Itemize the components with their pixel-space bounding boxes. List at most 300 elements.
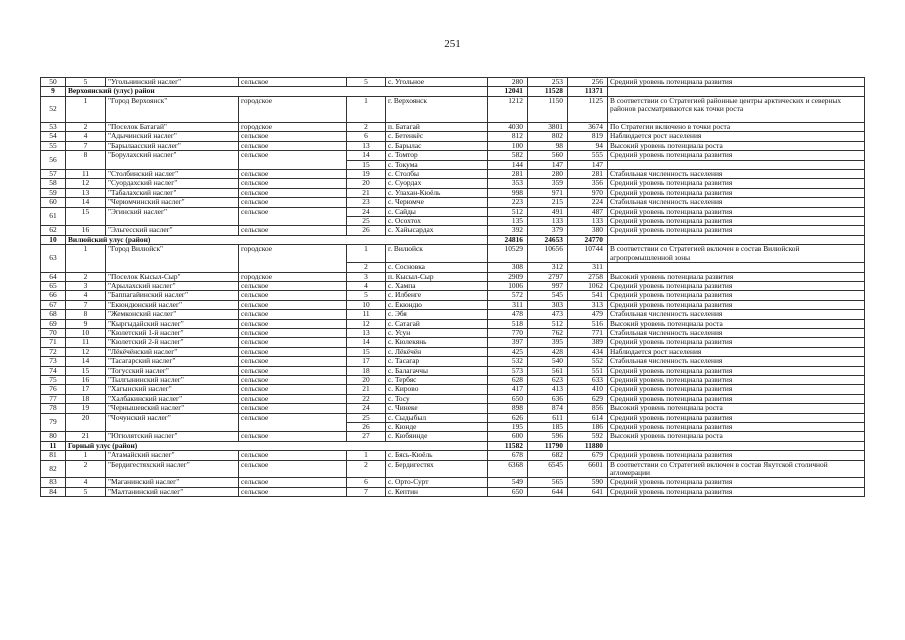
- municipality-name: "Бердигестяхский наслег": [106, 460, 239, 478]
- population-3: 629: [568, 394, 608, 403]
- municipality-name: "Адычинский наслег": [106, 132, 239, 141]
- municipality-name: "Кюлетский 2-й наслег": [106, 338, 239, 347]
- table-row: [41, 151, 865, 160]
- population-1: 392: [488, 226, 528, 235]
- population-1: 573: [488, 366, 528, 375]
- note-cell: Средний уровень потенциала развития: [608, 78, 865, 87]
- municipality-name: "Поселок Батагай": [106, 123, 239, 132]
- settlement-name: с. Тасагар: [386, 357, 488, 366]
- settlement-name: г. Вилюйск: [386, 245, 488, 263]
- settlement-code: 15: [347, 160, 386, 169]
- settlement-code: 26: [347, 423, 386, 432]
- population-3: 133: [568, 217, 608, 226]
- district-number: 9: [41, 87, 66, 96]
- settlement-code: 4: [347, 281, 386, 290]
- note-cell: Высокий уровень потенциала роста: [608, 432, 865, 441]
- local-index: 7: [66, 141, 106, 150]
- population-1: 582: [488, 151, 528, 160]
- local-index: 12: [66, 179, 106, 188]
- row-number: 76: [41, 385, 66, 394]
- municipality-name: "Город Верхоянск": [106, 96, 239, 122]
- note-cell: В соответствии со Стратегией включен в состав Якутской столичной агломерации: [608, 460, 865, 478]
- municipality-type: городское: [239, 272, 347, 281]
- population-1: 353: [488, 179, 528, 188]
- note-cell: Средний уровень потенциала развития: [608, 487, 865, 496]
- settlement-name: с. Бясь-Кюёль: [386, 451, 488, 460]
- population-3: 10744: [568, 245, 608, 263]
- municipality-name: "Угольнинский наслег": [106, 78, 239, 87]
- table-row: [41, 413, 865, 422]
- row-number: 83: [41, 478, 66, 487]
- population-3: 541: [568, 291, 608, 300]
- population-1: 898: [488, 404, 528, 413]
- settlement-name: с. Сайды: [386, 207, 488, 216]
- population-2: 565: [528, 478, 568, 487]
- settlement-code: 11: [347, 310, 386, 319]
- municipality-type: сельское: [239, 413, 347, 432]
- settlement-name: с. Кюбяинде: [386, 432, 488, 441]
- municipality-name: "Чернышевский наслег": [106, 404, 239, 413]
- note-cell: Средний уровень потенциала развития: [608, 188, 865, 197]
- population-3: 313: [568, 300, 608, 309]
- population-3: 487: [568, 207, 608, 216]
- note-cell: Средний уровень потенциала развития: [608, 385, 865, 394]
- population-1: 770: [488, 328, 528, 337]
- settlement-code: 1: [347, 451, 386, 460]
- note-cell: [608, 441, 865, 450]
- local-index: 8: [66, 310, 106, 319]
- settlement-name: с. Улахан-Кюёль: [386, 188, 488, 197]
- settlement-code: 25: [347, 413, 386, 422]
- table-row: [41, 375, 865, 384]
- settlement-name: с. Кирово: [386, 385, 488, 394]
- population-3: 281: [568, 170, 608, 179]
- settlement-code: 26: [347, 226, 386, 235]
- table-row: [41, 78, 865, 87]
- settlement-code: 6: [347, 478, 386, 487]
- table-row: [41, 338, 865, 347]
- population-2: 997: [528, 281, 568, 290]
- district-row: [41, 441, 865, 450]
- table-row: [41, 123, 865, 132]
- table-row: [41, 328, 865, 337]
- municipality-type: сельское: [239, 404, 347, 413]
- table-row: [41, 319, 865, 328]
- population-3: 11371: [568, 87, 608, 96]
- population-3: 94: [568, 141, 608, 150]
- table-row: [41, 188, 865, 197]
- population-3: 410: [568, 385, 608, 394]
- population-1: 280: [488, 78, 528, 87]
- municipality-type: сельское: [239, 141, 347, 150]
- municipality-type: сельское: [239, 151, 347, 170]
- population-2: 682: [528, 451, 568, 460]
- municipality-type: сельское: [239, 188, 347, 197]
- settlement-code: 22: [347, 394, 386, 403]
- local-index: 15: [66, 207, 106, 226]
- table-row: [41, 394, 865, 403]
- settlement-name: с. Хампа: [386, 281, 488, 290]
- population-3: 552: [568, 357, 608, 366]
- population-1: 397: [488, 338, 528, 347]
- population-3: 24770: [568, 235, 608, 244]
- local-index: 10: [66, 328, 106, 337]
- settlement-code: 14: [347, 151, 386, 160]
- population-3: 2758: [568, 272, 608, 281]
- municipality-name: "Маганинский наслег": [106, 478, 239, 487]
- population-1: 650: [488, 487, 528, 496]
- municipality-name: "Атамайский наслег": [106, 451, 239, 460]
- table-row: [41, 198, 865, 207]
- population-1: 425: [488, 347, 528, 356]
- population-1: 11582: [488, 441, 528, 450]
- population-2: 2797: [528, 272, 568, 281]
- table-row: [41, 132, 865, 141]
- population-1: 12041: [488, 87, 528, 96]
- table-row: [41, 170, 865, 179]
- settlement-name: с. Балагаччы: [386, 366, 488, 375]
- note-cell: Стабильная численность населения: [608, 310, 865, 319]
- settlement-name: с. Орто-Сурт: [386, 478, 488, 487]
- population-1: 100: [488, 141, 528, 150]
- population-3: 516: [568, 319, 608, 328]
- note-cell: Средний уровень потенциала развития: [608, 366, 865, 375]
- note-cell: Средний уровень потенциала развития: [608, 179, 865, 188]
- municipality-name: "Тылгынинский наслег": [106, 375, 239, 384]
- municipality-type: городское: [239, 96, 347, 122]
- population-3: 3674: [568, 123, 608, 132]
- local-index: 12: [66, 347, 106, 356]
- municipality-type: сельское: [239, 291, 347, 300]
- table-row: [41, 179, 865, 188]
- local-index: 21: [66, 432, 106, 441]
- local-index: 4: [66, 291, 106, 300]
- settlement-code: 7: [347, 487, 386, 496]
- row-number: 54: [41, 132, 66, 141]
- population-1: 6368: [488, 460, 528, 478]
- table-row: [41, 226, 865, 235]
- row-number: 57: [41, 170, 66, 179]
- municipality-name: "Кыргыдайский наслег": [106, 319, 239, 328]
- settlement-code: 21: [347, 385, 386, 394]
- settlement-code: 15: [347, 347, 386, 356]
- population-3: 311: [568, 263, 608, 272]
- population-1: 144: [488, 160, 528, 169]
- table-row: [41, 347, 865, 356]
- population-1: 812: [488, 132, 528, 141]
- table-row: [41, 366, 865, 375]
- settlements-table: [40, 77, 865, 497]
- local-index: 19: [66, 404, 106, 413]
- settlement-code: 19: [347, 170, 386, 179]
- population-3: 356: [568, 179, 608, 188]
- population-1: 223: [488, 198, 528, 207]
- population-2: 413: [528, 385, 568, 394]
- municipality-name: "Хагынский наслег": [106, 385, 239, 394]
- note-cell: Средний уровень потенциала развития: [608, 478, 865, 487]
- settlement-name: с. Угольное: [386, 78, 488, 87]
- local-index: 2: [66, 123, 106, 132]
- municipality-name: "Барылаасский наслег": [106, 141, 239, 150]
- population-3: 380: [568, 226, 608, 235]
- settlement-code: 5: [347, 78, 386, 87]
- note-cell: Средний уровень потенциала развития: [608, 217, 865, 226]
- local-index: 20: [66, 413, 106, 432]
- municipality-type: сельское: [239, 487, 347, 496]
- settlement-code: 25: [347, 217, 386, 226]
- municipality-type: сельское: [239, 451, 347, 460]
- row-number: 72: [41, 347, 66, 356]
- table-row: [41, 272, 865, 281]
- population-2: 3801: [528, 123, 568, 132]
- table-row: [41, 385, 865, 394]
- table-row: [41, 207, 865, 216]
- population-2: 561: [528, 366, 568, 375]
- settlement-code: 13: [347, 141, 386, 150]
- table-row: [41, 487, 865, 496]
- municipality-name: "Борулахский наслег": [106, 151, 239, 170]
- population-2: 98: [528, 141, 568, 150]
- population-1: 628: [488, 375, 528, 384]
- settlement-name: с. Тербяс: [386, 375, 488, 384]
- population-3: 679: [568, 451, 608, 460]
- municipality-type: сельское: [239, 394, 347, 403]
- population-3: 186: [568, 423, 608, 432]
- population-2: 623: [528, 375, 568, 384]
- row-number: 73: [41, 357, 66, 366]
- row-number: 70: [41, 328, 66, 337]
- population-2: 596: [528, 432, 568, 441]
- population-2: 24653: [528, 235, 568, 244]
- note-cell: Средний уровень потенциала развития: [608, 413, 865, 422]
- population-2: 971: [528, 188, 568, 197]
- row-number: 61: [41, 207, 66, 226]
- settlement-code: 2: [347, 460, 386, 478]
- local-index: 14: [66, 198, 106, 207]
- district-title: Горный улус (район): [66, 441, 488, 450]
- settlement-code: 1: [347, 245, 386, 263]
- note-cell: Средний уровень потенциала развития: [608, 226, 865, 235]
- settlement-code: 23: [347, 198, 386, 207]
- municipality-type: сельское: [239, 478, 347, 487]
- row-number: 53: [41, 123, 66, 132]
- table-row: [41, 281, 865, 290]
- note-cell: Средний уровень потенциала развития: [608, 451, 865, 460]
- table-row: [41, 478, 865, 487]
- municipality-name: "Арылахский наслег": [106, 281, 239, 290]
- row-number: 68: [41, 310, 66, 319]
- municipality-type: сельское: [239, 366, 347, 375]
- municipality-name: "Эльгесский наслег": [106, 226, 239, 235]
- note-cell: Стабильная численность населения: [608, 357, 865, 366]
- municipality-type: сельское: [239, 226, 347, 235]
- population-2: 11528: [528, 87, 568, 96]
- local-index: 8: [66, 151, 106, 170]
- population-1: 4030: [488, 123, 528, 132]
- population-1: 281: [488, 170, 528, 179]
- municipality-type: сельское: [239, 179, 347, 188]
- municipality-name: "Поселок Кысыл-Сыр": [106, 272, 239, 281]
- table-row: [41, 432, 865, 441]
- local-index: 16: [66, 375, 106, 384]
- row-number: 62: [41, 226, 66, 235]
- municipality-type: сельское: [239, 460, 347, 478]
- settlement-name: с. Токума: [386, 160, 488, 169]
- municipality-type: городское: [239, 123, 347, 132]
- note-cell: В соответствии со Стратегией включен в состав Вилюйской агропромышленной зоны: [608, 245, 865, 263]
- note-cell: В соответствии со Стратегией районные центры арктических и северных районов рассматриваются как точки роста: [608, 96, 865, 122]
- local-index: 16: [66, 226, 106, 235]
- row-number: 66: [41, 291, 66, 300]
- settlement-name: с. Усун: [386, 328, 488, 337]
- municipality-name: "Екюндюнский наслег": [106, 300, 239, 309]
- population-3: 633: [568, 375, 608, 384]
- row-number: 67: [41, 300, 66, 309]
- municipality-name: "Табалахский наслег": [106, 188, 239, 197]
- population-3: 224: [568, 198, 608, 207]
- local-index: 5: [66, 78, 106, 87]
- municipality-type: сельское: [239, 132, 347, 141]
- settlement-name: с. Хайысардах: [386, 226, 488, 235]
- population-1: 2909: [488, 272, 528, 281]
- settlement-code: 3: [347, 272, 386, 281]
- local-index: 1: [66, 245, 106, 272]
- settlement-name: г. Верхоянск: [386, 96, 488, 122]
- settlement-name: п. Кысыл-Сыр: [386, 272, 488, 281]
- settlement-code: 6: [347, 132, 386, 141]
- population-3: 819: [568, 132, 608, 141]
- population-2: 545: [528, 291, 568, 300]
- row-number: 64: [41, 272, 66, 281]
- settlement-name: с. Сосновка: [386, 263, 488, 272]
- row-number: 81: [41, 451, 66, 460]
- municipality-name: "Халбакинский наслег": [106, 394, 239, 403]
- population-2: 428: [528, 347, 568, 356]
- row-number: 58: [41, 179, 66, 188]
- settlement-name: п. Батагай: [386, 123, 488, 132]
- row-number: 59: [41, 188, 66, 197]
- population-2: 762: [528, 328, 568, 337]
- population-2: 133: [528, 217, 568, 226]
- settlement-name: с. Сыдыбыл: [386, 413, 488, 422]
- local-index: 7: [66, 300, 106, 309]
- population-1: 10529: [488, 245, 528, 263]
- population-3: 11880: [568, 441, 608, 450]
- district-title: Вилюйский улус (район): [66, 235, 488, 244]
- population-1: 998: [488, 188, 528, 197]
- note-cell: Средний уровень потенциала развития: [608, 375, 865, 384]
- municipality-name: "Югюлятский наслег": [106, 432, 239, 441]
- settlement-name: с. Кептин: [386, 487, 488, 496]
- note-cell: Стабильная численность населения: [608, 170, 865, 179]
- population-1: 512: [488, 207, 528, 216]
- population-2: 10656: [528, 245, 568, 263]
- population-2: 473: [528, 310, 568, 319]
- population-3: 147: [568, 160, 608, 169]
- settlement-code: 24: [347, 207, 386, 216]
- population-3: 641: [568, 487, 608, 496]
- municipality-type: сельское: [239, 347, 347, 356]
- note-cell: Средний уровень потенциала развития: [608, 423, 865, 432]
- municipality-type: сельское: [239, 170, 347, 179]
- population-2: 874: [528, 404, 568, 413]
- municipality-type: сельское: [239, 338, 347, 347]
- population-1: 626: [488, 413, 528, 422]
- row-number: 84: [41, 487, 66, 496]
- settlement-name: с. Илбенге: [386, 291, 488, 300]
- population-2: 379: [528, 226, 568, 235]
- note-cell: Средний уровень потенциала развития: [608, 291, 865, 300]
- note-cell: Средний уровень потенциала развития: [608, 281, 865, 290]
- population-3: 256: [568, 78, 608, 87]
- municipality-type: сельское: [239, 328, 347, 337]
- row-number: 55: [41, 141, 66, 150]
- table-row: [41, 300, 865, 309]
- population-2: 395: [528, 338, 568, 347]
- population-2: 611: [528, 413, 568, 422]
- note-cell: По Стратегии включено в точки роста: [608, 123, 865, 132]
- municipality-name: "Жемконский наслег": [106, 310, 239, 319]
- local-index: 13: [66, 188, 106, 197]
- municipality-name: "Чочунский наслег": [106, 413, 239, 432]
- population-2: 644: [528, 487, 568, 496]
- table-row: [41, 96, 865, 122]
- table-body: [41, 78, 865, 497]
- note-cell: [608, 263, 865, 272]
- population-1: 417: [488, 385, 528, 394]
- population-1: 1212: [488, 96, 528, 122]
- population-2: 185: [528, 423, 568, 432]
- note-cell: [608, 87, 865, 96]
- note-cell: [608, 235, 865, 244]
- population-3: 771: [568, 328, 608, 337]
- row-number: 52: [41, 96, 66, 122]
- settlement-name: с. Черюмче: [386, 198, 488, 207]
- settlement-name: с. Кюлекянь: [386, 338, 488, 347]
- municipality-name: "Кюлетский 1-й наслег": [106, 328, 239, 337]
- population-1: 195: [488, 423, 528, 432]
- municipality-type: сельское: [239, 357, 347, 366]
- municipality-name: "Малтанинский наслег": [106, 487, 239, 496]
- note-cell: Высокий уровень потенциала роста: [608, 141, 865, 150]
- settlement-name: с. Барылас: [386, 141, 488, 150]
- table-row: [41, 404, 865, 413]
- settlement-code: 1: [347, 96, 386, 122]
- table-row: [41, 451, 865, 460]
- municipality-type: сельское: [239, 281, 347, 290]
- population-3: 6601: [568, 460, 608, 478]
- population-1: 678: [488, 451, 528, 460]
- population-1: 311: [488, 300, 528, 309]
- municipality-type: городское: [239, 245, 347, 272]
- settlement-code: 5: [347, 291, 386, 300]
- municipality-name: "Черюмчинский наслег": [106, 198, 239, 207]
- row-number: 65: [41, 281, 66, 290]
- population-2: 147: [528, 160, 568, 169]
- population-1: 518: [488, 319, 528, 328]
- population-3: 551: [568, 366, 608, 375]
- population-3: 1125: [568, 96, 608, 122]
- population-3: 1062: [568, 281, 608, 290]
- settlement-code: 17: [347, 357, 386, 366]
- local-index: 3: [66, 281, 106, 290]
- note-cell: Средний уровень потенциала развития: [608, 151, 865, 160]
- note-cell: Средний уровень потенциала развития: [608, 394, 865, 403]
- table-row: [41, 291, 865, 300]
- population-3: 434: [568, 347, 608, 356]
- population-1: 24816: [488, 235, 528, 244]
- settlement-code: 27: [347, 432, 386, 441]
